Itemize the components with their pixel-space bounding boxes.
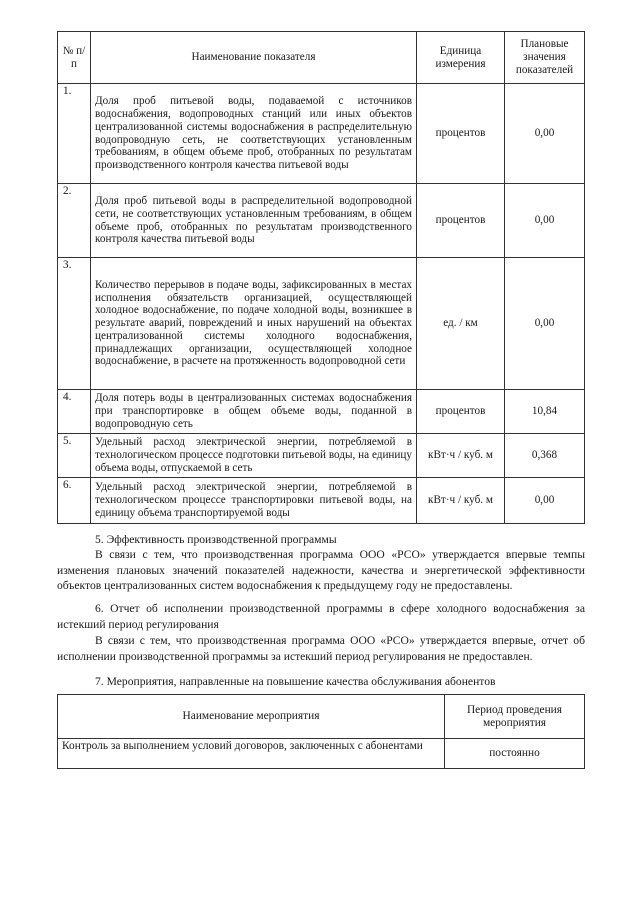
measure-period: постоянно bbox=[445, 739, 585, 769]
row-unit: ед. / км bbox=[417, 258, 505, 390]
row-num: 5. bbox=[58, 434, 91, 478]
section7-title: 7. Мероприятия, направленные на повышение качества обслуживания абонентов bbox=[95, 675, 496, 688]
measures-header-row bbox=[58, 695, 585, 739]
row-name: Доля проб питьевой воды, подаваемой с источников водоснабжения, водопроводных станций или иных объектов централизованной системы водоснабжения в распределительную водопроводную сеть, не соответствующих установленным требованиям, в общем объеме проб, отобранных по результатам производственного контроля качества питьевой воды bbox=[91, 84, 417, 184]
indicators-table bbox=[57, 31, 585, 524]
row-unit: процентов bbox=[417, 390, 505, 434]
row-num: 1. bbox=[58, 84, 91, 184]
row-unit: кВт·ч / куб. м bbox=[417, 478, 505, 524]
header-num: № п/п bbox=[58, 32, 91, 84]
header-unit: Единица измерения bbox=[417, 32, 505, 84]
row-unit: процентов bbox=[417, 184, 505, 258]
table-row bbox=[58, 478, 585, 524]
row-value: 0,00 bbox=[505, 478, 585, 524]
row-name: Удельный расход электрической энергии, потребляемой в технологическом процессе подготовки питьевой воды, на единицу объема воды, отпускаемой в сеть bbox=[91, 434, 417, 478]
table-row bbox=[58, 184, 585, 258]
row-value: 0,00 bbox=[505, 84, 585, 184]
row-name: Доля потерь воды в централизованных системах водоснабжения при транспортировке в общем объеме воды, поданной в водопроводную сеть bbox=[91, 390, 417, 434]
table-row bbox=[58, 434, 585, 478]
row-value: 0,00 bbox=[505, 184, 585, 258]
row-unit: кВт·ч / куб. м bbox=[417, 434, 505, 478]
row-value: 0,00 bbox=[505, 258, 585, 390]
measures-header-period: Период проведения мероприятия bbox=[445, 695, 585, 739]
table-row bbox=[58, 84, 585, 184]
row-num: 3. bbox=[58, 258, 91, 390]
indicators-header-row bbox=[58, 32, 585, 84]
header-value: Плановые значения показателей bbox=[505, 32, 585, 84]
row-num: 2. bbox=[58, 184, 91, 258]
row-value: 0,368 bbox=[505, 434, 585, 478]
row-num: 6. bbox=[58, 478, 91, 524]
measures-header-name: Наименование мероприятия bbox=[58, 695, 445, 739]
section5-title: 5. Эффективность производственной программы bbox=[95, 533, 337, 546]
measures-table bbox=[57, 694, 585, 769]
section6-title: 6. Отчет об исполнении производственной программы в сфере холодного водоснабжения за истекший период регулирования bbox=[57, 602, 585, 631]
table-row bbox=[58, 739, 585, 769]
row-value: 10,84 bbox=[505, 390, 585, 434]
section5-text: В связи с тем, что производственная программа ООО «РСО» утверждается впервые темпы изменения плановых значений показателей надежности, качества и энергетической эффективности объектов централизованных систем водоснабжения к предыдущему году не предоставлены. bbox=[57, 548, 585, 592]
row-name: Доля проб питьевой воды в распределительной водопроводной сети, не соответствующих установленным требованиям, в общем объеме проб, отобранных по результатам производственного контроля качества питьевой воды bbox=[91, 184, 417, 258]
measure-name: Контроль за выполнением условий договоров, заключенных с абонентами bbox=[58, 739, 445, 769]
table-row bbox=[58, 390, 585, 434]
section6-text: В связи с тем, что производственная программа ООО «РСО» утверждается впервые, отчет об исполнении производственной программы за истекший период регулирования не предоставлен. bbox=[57, 634, 585, 663]
row-num: 4. bbox=[58, 390, 91, 434]
row-name: Удельный расход электрической энергии, потребляемой в технологическом процессе транспортировки питьевой воды, на единицу объема транспортируемой воды bbox=[91, 478, 417, 524]
table-row bbox=[58, 258, 585, 390]
header-name: Наименование показателя bbox=[91, 32, 417, 84]
row-unit: процентов bbox=[417, 84, 505, 184]
row-name: Количество перерывов в подаче воды, зафиксированных в местах исполнения обязательств организацией, осуществляющей холодное водоснабжение, по подаче холодной воды, возникшее в результате аварий, повреждений и иных нарушений на объектах централизованной системы холодного водоснабжения, принадлежащих организации, осуществляющей холодное водоснабжение, в расчете на протяженность водопроводной сети bbox=[91, 258, 417, 390]
